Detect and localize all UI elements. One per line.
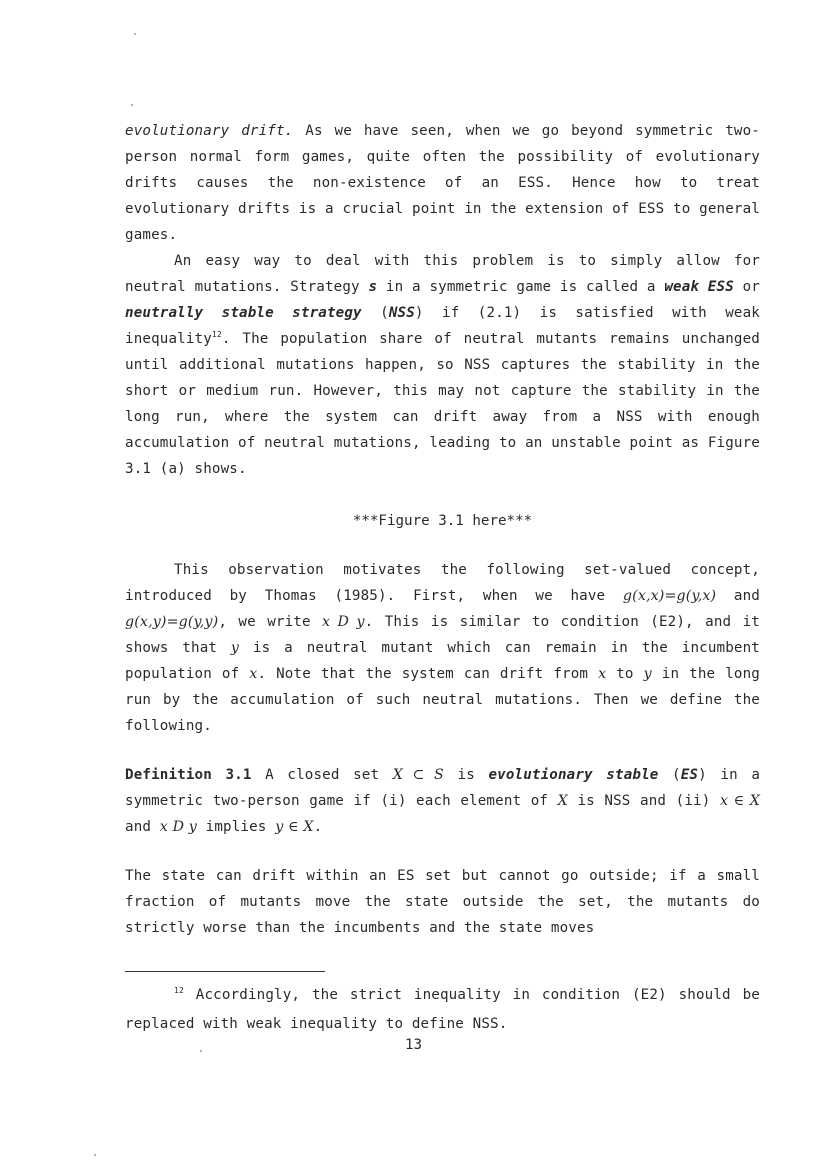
text-run: implies (196, 819, 276, 835)
definition-label: Definition 3.1 (125, 767, 252, 783)
text-run: A closed set (251, 767, 393, 783)
text-run: and (716, 588, 760, 604)
text-run: . The population share of neutral mutants remains unchanged until additional mutations happen, so NSS captures the stability in the short or medium run. However, this may not capture the stability in the long run, where the system can drift away from a NSS with enough accumulation of neutral mutations, leading to an unstable point as Figure 3.1 (a) shows. (125, 331, 760, 477)
text-run: ) in a symmetric two-person game if (i) each element of (125, 767, 761, 809)
math-expression: g(x,y)=g(y,y) (125, 614, 219, 630)
body-text-2 (125, 557, 760, 739)
text-run: , we write (218, 614, 323, 630)
math-symbol: X (557, 793, 568, 809)
math-symbol: x (598, 666, 607, 682)
footnote (125, 981, 760, 1039)
term-es-abbr: ES (680, 767, 699, 783)
text-run: or (733, 279, 761, 295)
paragraph-evolutionary-drift (125, 118, 760, 248)
paragraph-lead: evolutionary drift. (125, 123, 294, 139)
paragraph-nss (125, 248, 760, 482)
body-text-3 (125, 863, 760, 941)
math-expression: x D y (322, 614, 365, 630)
scan-speck (94, 1154, 96, 1156)
text-run: is a neutral mutant which can remain in the incumbent population of (125, 640, 760, 682)
text-run: An easy way to deal with this problem is to simply allow for neutral mutations. Strategy (125, 253, 760, 295)
math-expression: x D y (159, 819, 197, 835)
math-expression: y ∈ X (275, 819, 314, 835)
footnote-12 (125, 981, 760, 1039)
term-nss-abbr: NSS (388, 305, 415, 321)
math-symbol: x (249, 666, 258, 682)
paragraph-text: As we have seen, when we go beyond symmetric two-person normal form games, quite often the possibility of evolutionary drifts causes the non-existence of an ESS. Hence how to treat evolutionary drifts is a crucial point in the extension of ESS to general games. (125, 123, 760, 243)
math-expression: x ∈ X (719, 793, 761, 809)
footnote-text: Accordingly, the strict inequality in condition (E2) should be replaced with weak inequality to define NSS. (125, 987, 760, 1032)
text-run: and (125, 819, 160, 835)
body-text (125, 118, 760, 482)
term-weak-ess: weak ESS (664, 279, 734, 295)
math-symbol: y (230, 640, 240, 656)
term-evolutionary-stable: evolutionary stable (488, 767, 659, 783)
scan-speck (131, 104, 133, 106)
text-run: in the long run by the accumulation of such neutral mutations. Then we define the following. (125, 666, 760, 734)
page-number: 13 (404, 1037, 423, 1053)
paragraph-observation (125, 557, 760, 739)
text-run: . This is similar to condition (E2), and it shows that (125, 614, 760, 656)
text-run: . Note that the system can drift from (257, 666, 599, 682)
text-run: is NSS and (ii) (567, 793, 720, 809)
definition-block (125, 762, 760, 840)
text-run: ( (658, 767, 681, 783)
math-symbol: s (368, 279, 378, 295)
footnote-mark: 12 (174, 986, 184, 995)
scan-speck (134, 33, 136, 35)
footnote-reference: 12 (211, 330, 222, 339)
footnote-divider (125, 971, 325, 972)
math-expression: g(x,x)=g(y,x) (622, 588, 717, 604)
text-run: ( (361, 305, 389, 321)
figure-placeholder: ***Figure 3.1 here*** (352, 513, 533, 529)
text-run: . (313, 819, 323, 835)
definition-3-1 (125, 762, 760, 840)
paragraph-drift-within: The state can drift within an ES set but cannot go outside; if a small fraction of mutants move the state outside the set, the mutants do strictly worse than the incumbents and the state moves (125, 868, 760, 936)
text-run: to (606, 666, 644, 682)
text-run: This observation motivates the following set-valued concept, introduced by Thomas (1985). First, when we have (125, 562, 760, 604)
text-run: ) if (2.1) is satisfied with weak inequality (125, 305, 760, 347)
text-run: in a symmetric game is called a (377, 279, 665, 295)
term-nss: neutrally stable strategy (125, 305, 362, 321)
math-symbol: y (643, 666, 652, 682)
math-expression: X ⊂ S (392, 767, 444, 783)
text-run: is (443, 767, 489, 783)
